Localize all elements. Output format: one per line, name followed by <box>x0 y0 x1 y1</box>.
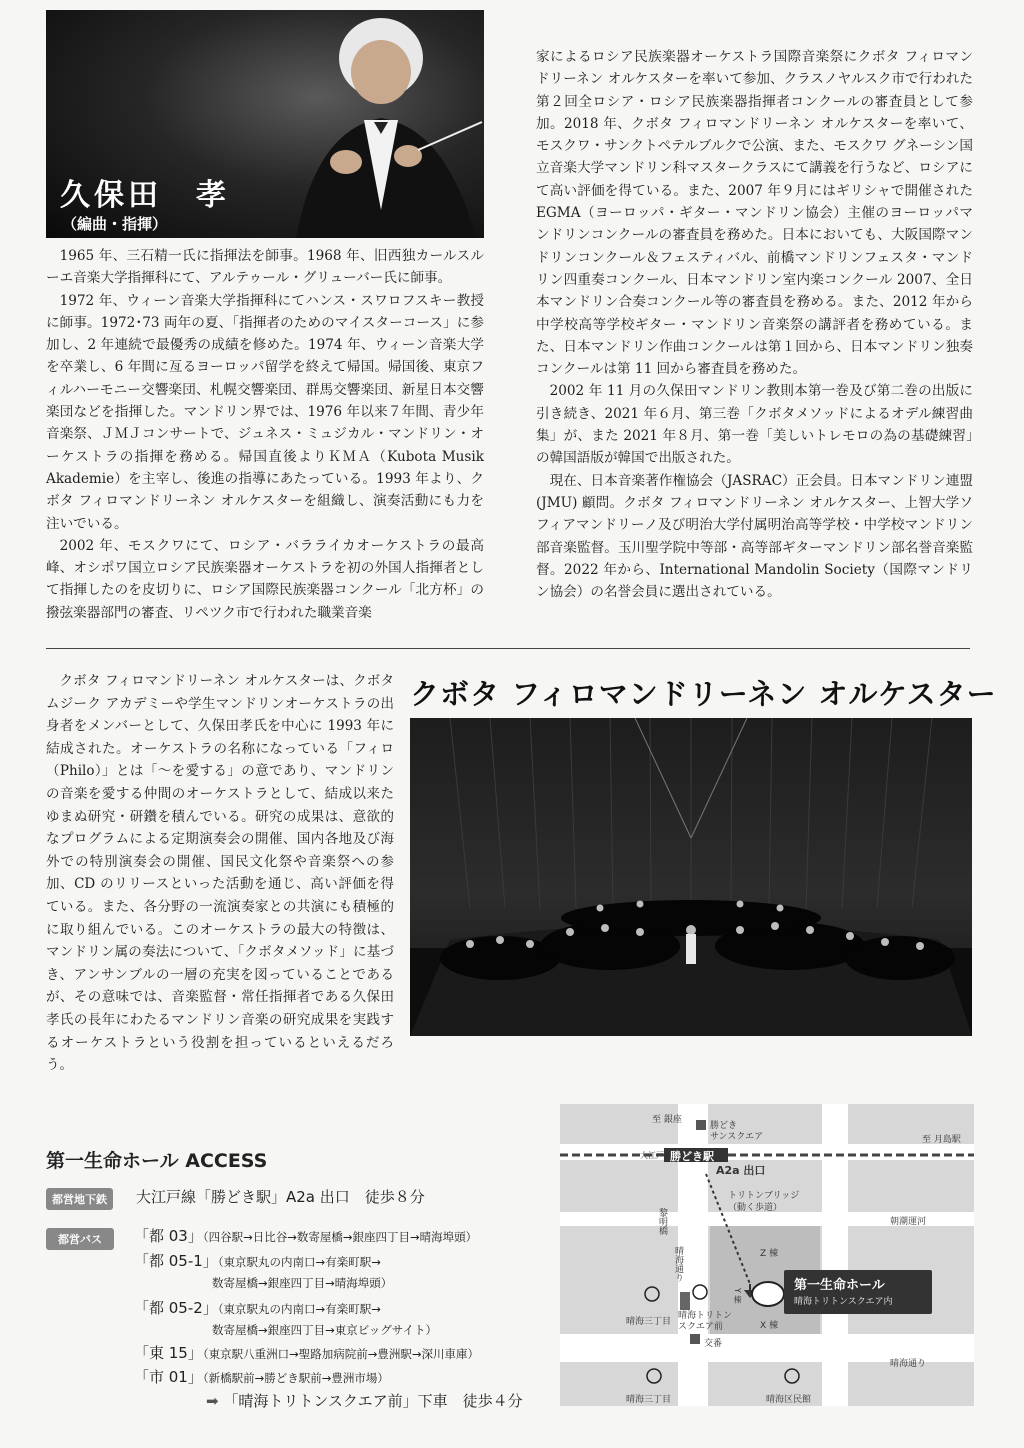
map-label-hall-sub: 晴海トリトンスクエア内 <box>794 1297 893 1307</box>
map-label-bus-stop: 晴海三丁目 <box>626 1317 672 1327</box>
map-label-to-ginza: 至 銀座 <box>652 1115 682 1125</box>
map-label-bridge: トリトンブリッジ <box>728 1191 800 1201</box>
access-map <box>560 1104 974 1406</box>
conductor-portrait <box>46 10 484 238</box>
map-label-y-building: Y 棟 <box>733 1288 742 1304</box>
map-label-line: 大江戸線 <box>640 1151 672 1160</box>
subway-access-text: 大江戸線「勝どき駅」A2a 出口 徒歩８分 <box>136 1188 425 1206</box>
bus-route <box>134 1225 477 1246</box>
map-label-bus-stop: スクエア前 <box>678 1322 723 1332</box>
orchestra-description <box>46 670 394 1077</box>
map-label-harumi-dori-vertical: 晴海通り <box>673 1246 683 1282</box>
bus-route-stops: 数寄屋橋→銀座四丁目→晴海埠頭） <box>212 1276 393 1290</box>
arrow-right-icon: ➡ <box>206 1392 219 1410</box>
map-label-canal: 朝潮運河 <box>890 1217 927 1227</box>
bus-route-stops: （四谷駅→日比谷→数寄屋橋→銀座四丁目→晴海埠頭） <box>202 1230 478 1244</box>
map-label-koban: 交番 <box>704 1339 723 1349</box>
getoff-text: 「晴海トリトンスクエア前」下車 徒歩４分 <box>223 1392 523 1410</box>
orchestra-title: クボタ フィロマンドリーネン オルケスター <box>410 677 997 711</box>
map-label-reimei-bridge: 黎明橋 <box>657 1208 667 1235</box>
map-label-station: 勝どき駅 <box>670 1150 714 1163</box>
map-label-z-building: Z 棟 <box>760 1249 779 1259</box>
bus-route-name: 「東 15」 <box>134 1344 203 1362</box>
bus-route-continued <box>212 1272 392 1291</box>
bus-route-name: 「市 01」 <box>134 1368 203 1386</box>
map-label-bus-stop: 晴海トリトン <box>678 1311 733 1321</box>
bus-route-continued <box>212 1319 437 1338</box>
bus-route-name: 「都 05-2」 <box>134 1299 218 1317</box>
conductor-name: 久保田 孝 <box>60 178 230 213</box>
map-label-hall-name: 第一生命ホール <box>794 1278 885 1293</box>
subway-tag: 都営地下鉄 <box>46 1188 113 1210</box>
getoff-instruction <box>206 1390 523 1411</box>
bio-paragraph: 2002 年 11 月の久保田マンドリン教則本第一巻及び第二巻の出版に引き続き、2021 年６月、第三巻「クボタメソッドによるオデル練習曲集」が、また 2021 年８月、第一巻「美しいトレモロの為の基礎練習」の韓国語版が韓国で出版された。 <box>536 383 973 467</box>
bus-route <box>134 1342 479 1363</box>
bus-route-stops: （東京駅丸の内南口→有楽町駅→ <box>217 1255 381 1269</box>
orchestra-paragraph: クボタ フィロマンドリーネン オルケスターは、クボタ ムジーク アカデミーや学生マンドリンオーケストラの出身者をメンバーとして、久保田孝氏を中心に 1993 年に結成された。オーケストラの名称になっている「フィロ（Philo）」とは「～を愛する」の意であり、マンドリンの音楽を愛する仲間のオーケストラとして、結成以来たゆまぬ研究・研鑽を積んでいる。研究の成果は、意欲的なプログラムによる定期演奏会の開催、国内各地及び海外での特別演奏会の開催、国民文化祭や音楽祭への参加、CD のリリースといった活動を通じ、高い評価を得ている。また、各分野の一流演奏家との共演にも積極的に取り組んでいる。このオーケストラの最大の特徴は、マンドリン属の奏法について、「クボタメソッド」に基づき、アンサンブルの一層の充実を図っていることであるが、その意味では、音楽監督・常任指揮者である久保田孝氏の長年にわたるマンドリン音楽の研究成果を実践するオーケストラという役割を担っているといえるだろう。 <box>46 673 394 1074</box>
conductor-role: （編曲・指揮） <box>62 215 168 233</box>
orchestra-photo-illustration <box>410 718 972 1036</box>
bus-route-name: 「都 05-1」 <box>134 1252 218 1270</box>
bus-route-stops: （東京駅丸の内南口→有楽町駅→ <box>217 1302 381 1316</box>
bus-route-stops: 数寄屋橋→銀座四丁目→東京ビッグサイト） <box>212 1323 438 1337</box>
section-divider <box>46 648 970 649</box>
map-label-kachidoki-sq: 勝どき <box>710 1121 738 1131</box>
bio-paragraph: 現在、日本音楽著作権協会（JASRAC）正会員。日本マンドリン連盟(JMU) 顧問。クボタ フィロマンドリーネン オルケスター、上智大学ソフィアマンドリーノ及び明治大学付属明治高等学校・中学校マンドリン部音楽監督。玉川聖学院中等部・高等部ギターマンドリン部名誉音楽監督。2022 年から、International Mandolin Society（国際マンドリン協会）の名誉会員に選出されている。 <box>536 472 973 601</box>
bus-tag: 都営バス <box>46 1228 114 1250</box>
map-label-to-tsukishima: 至 月島駅 <box>922 1135 961 1145</box>
bio-right-column <box>536 46 973 603</box>
bio-paragraph: 2002 年、モスクワにて、ロシア・バラライカオーケストラの最高峰、オシポワ国立ロシア民族楽器オーケストラを初の外国人指揮者として指揮したのを皮切りに、ロシア国際民族楽器コンクール「北方杯」の撥弦楽器部門の審査、リペツク市で行われた職業音楽 <box>46 537 484 621</box>
bus-route <box>134 1366 389 1387</box>
bus-route <box>134 1297 381 1318</box>
map-label-bus-stop: 晴海区民館 <box>766 1395 812 1405</box>
map-label-harumi-dori-horizontal: 晴海通り <box>890 1359 927 1369</box>
bus-route <box>134 1250 381 1271</box>
subway-access-row <box>46 1188 113 1210</box>
bio-paragraph: 1965 年、三石精一氏に指揮法を師事。1968 年、旧西独カールスルーエ音楽大学指揮科にて、アルテゥール・グリューバー氏に師事。 <box>46 248 484 287</box>
bio-paragraph: 1972 年、ウィーン音楽大学指揮科にてハンス・スワロフスキー教授に師事。1972･73 両年の夏、「指揮者のためのマイスターコース」に参加し、2 年連続で最優秀の成績を修めた。1974 年、ウィーン音楽大学を卒業し、6 年間に亙るヨーロッパ留学を終えて帰国。帰国後、東京フィルハーモニー交響楽団、札幌交響楽団、群馬交響楽団、新星日本交響楽団などを指揮した。マンドリン界では、1976 年以来７年間、青少年音楽祭、ＪＭＪコンサートで、ジュネス・ミュジカル・マンドリン・オーケストラの指揮を務める。帰国直後よりＫＭＡ（Kubota Musik Akademie）を主宰し、後進の指導にあたっている。1993 年より、クボタ フィロマンドリーネン オルケスターを組織し、演奏活動にも力を注いでいる。 <box>46 292 484 532</box>
bus-route-stops: （東京駅八重洲口→聖路加病院前→豊洲駅→深川車庫） <box>202 1347 480 1361</box>
map-label-x-building: X 棟 <box>760 1321 779 1331</box>
orchestra-photo <box>410 718 972 1036</box>
map-label-kachidoki-sq: サンスクエア <box>710 1132 764 1142</box>
bus-access-row <box>46 1228 114 1250</box>
map-label-bus-stop: 晴海三丁目 <box>626 1395 672 1405</box>
map-label-bridge: （動く歩道） <box>728 1203 783 1213</box>
bio-paragraph: 家によるロシア民族楽器オーケストラ国際音楽祭にクボタ フィロマンドリーネン オルケスターを率いて参加、クラスノヤルスク市で行われた第２回全ロシア・ロシア民族楽器指揮者コンクールの審査員として参加。2018 年、クボタ フィロマンドリーネン オルケスターを率いて、モスクワ・サンクトペテルブルクで公演、また、モスクワ グネーシン国立音楽大学マンドリン科マスタークラスにて講義を行うなど、ロシアにて高い評価を得ている。また、2007 年９月にはギリシャで開催された EGMA（ヨーロッパ・ギター・マンドリン協会）主催のヨーロッパマンドリンコンクールの審査員を務めた。日本においても、大阪国際マンドリンコンクール＆フェスティバル、前橋マンドリンフェスタ・マンドリン四重奏コンクール、日本マンドリン室内楽コンクール 2007、全日本マンドリン合奏コンクール等の審査員を務める。また、2012 年から中学校高等学校ギター・マンドリン音楽祭の講評者を務めている。また、日本マンドリン作曲コンクールは第１回から、日本マンドリン独奏コンクールは第 11 回から審査員を務めた。 <box>536 49 973 378</box>
bio-left-column <box>46 245 484 624</box>
access-title: 第一生命ホール ACCESS <box>46 1150 268 1172</box>
map-label-exit: A2a 出口 <box>716 1164 766 1177</box>
bus-route-stops: （新橋駅前→勝どき駅前→豊洲市場） <box>202 1371 389 1385</box>
bus-route-name: 「都 03」 <box>134 1227 203 1245</box>
